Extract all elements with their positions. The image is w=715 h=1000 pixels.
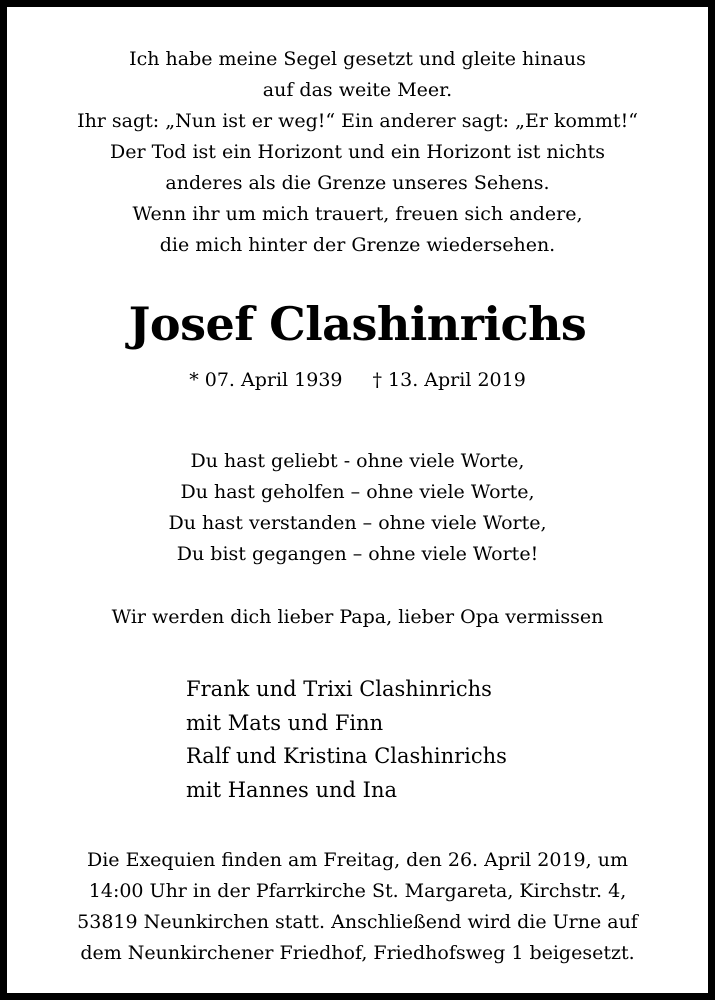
verse-line: Du bist gegangen – ohne viele Worte! xyxy=(176,543,539,565)
tribute-verse xyxy=(0,446,715,570)
funeral-line: Die Exequien finden am Freitag, den 26. April 2019, um xyxy=(87,849,628,871)
family-line: mit Mats und Finn xyxy=(186,710,384,735)
life-dates xyxy=(0,364,715,396)
verse-line: Du hast geliebt - ohne viele Worte, xyxy=(190,450,525,472)
poem-line: Der Tod ist ein Horizont und ein Horizont ist nichts xyxy=(110,141,605,163)
funeral-info xyxy=(0,845,715,969)
death-date: † 13. April 2019 xyxy=(372,369,526,391)
poem-line: Ihr sagt: „Nun ist er weg!“ Ein anderer sagt: „Er kommt!“ xyxy=(77,110,638,132)
poem-line: die mich hinter der Grenze wiedersehen. xyxy=(159,234,556,256)
poem-line: Wenn ihr um mich trauert, freuen sich andere, xyxy=(132,203,583,225)
verse-line: Du hast geholfen – ohne viele Worte, xyxy=(180,481,535,503)
poem-line: auf das weite Meer. xyxy=(262,79,453,101)
family-signatures xyxy=(186,673,507,807)
family-line: Ralf und Kristina Clashinrichs xyxy=(186,744,507,768)
miss-statement: Wir werden dich lieber Papa, lieber Opa vermissen xyxy=(111,606,604,628)
deceased-name: Josef Clashinrichs xyxy=(128,297,587,351)
funeral-line: dem Neunkirchener Friedhof, Friedhofsweg 1 beigesetzt. xyxy=(80,942,635,964)
opening-poem xyxy=(0,44,715,261)
funeral-line: 53819 Neunkirchen statt. Anschließend wird die Urne auf xyxy=(77,911,638,933)
verse-line: Du hast verstanden – ohne viele Worte, xyxy=(168,512,547,534)
birth-date: * 07. April 1939 xyxy=(189,369,343,391)
poem-line: anderes als die Grenze unseres Sehens. xyxy=(165,172,550,194)
poem-line: Ich habe meine Segel gesetzt und gleite hinaus xyxy=(129,48,586,70)
family-line: Frank und Trixi Clashinrichs xyxy=(186,677,492,701)
funeral-line: 14:00 Uhr in der Pfarrkirche St. Margareta, Kirchstr. 4, xyxy=(88,880,627,902)
family-line: mit Hannes und Ina xyxy=(186,777,398,802)
